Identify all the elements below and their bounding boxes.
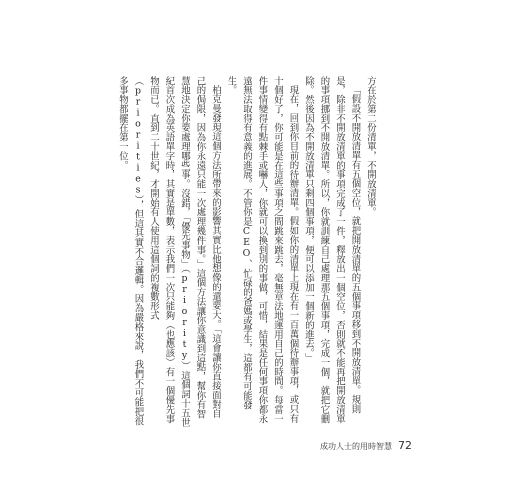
paragraph-2: 「假設不開放清單有五個空位，就把開放清單的五個事項移到不開放清單。規則是，除非不開放清單的事項完成了一件，釋放出一個空位，否則就不能再把開放清單的事項挪到不開放清單。所以，你就訓練自己處理那五個事項，完成一個，就把它刪除。然後因為不開放清單只剩四個事項，便可以添加一個新的進去。」	[303, 76, 361, 424]
paragraph-4: 柏克曼發現這個方法所帶來的影響其實比他想像的還要大。「這會讓你直接面對自己的侷限，因為你永遠只能一次處理幾件事。」這個方法讓你意識到這點，幫你有智慧地決定你要處理哪些事。沒錯，「優先事物」（priority）這個詞十五世紀首次成為英語單字時，其實是單數，表示我們一次只能夠（也應該）有一個優先事物而已。直到二十世紀，才開始有人使用這個詞的複數形式（priorities），但這其實不合邏輯。因為嚴格來說，我們不可能把很多事物都擺在第一位。	[117, 76, 221, 427]
page-footer	[312, 438, 412, 452]
body-text-column	[117, 76, 378, 428]
page-number: 72	[398, 439, 412, 452]
running-book-title: 成功人士的用時智慧	[320, 442, 392, 451]
paragraph-3: 現在，回到你目前的待辦清單。假如你的清單上現在有一百萬個待辦事項，或只有十個好了，你可能是在這些事項之間跳來跳去，毫無章法地運用自己的時間。每當一件事情變得有點棘手或嚇人，你就可以換到別的事做，可惜，結果是任何事項你都永遠無法取得有意義的進展。不管你是CEO、忙碌的爸媽或學生，這都有可能發生。	[225, 76, 299, 424]
paragraph-1: 方在於第二份清單，不開放清單。	[365, 76, 376, 217]
